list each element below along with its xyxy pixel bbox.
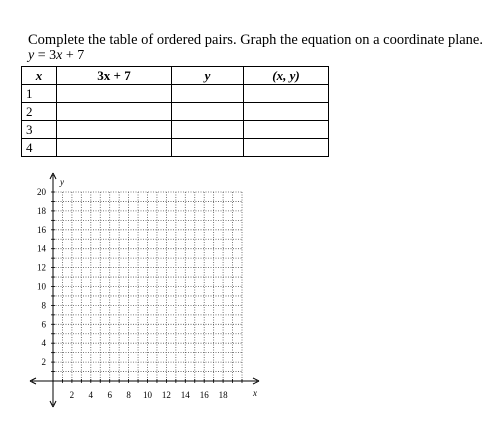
y-tick-label: 16 — [37, 224, 46, 235]
cell-x: 1 — [22, 85, 57, 103]
y-tick-label: 8 — [41, 300, 46, 311]
x-tick-label: 12 — [161, 390, 171, 400]
y-axis-label: y — [60, 177, 64, 187]
x-tick-label: 16 — [199, 390, 209, 400]
equation-rhs-suffix: + 7 — [62, 48, 85, 63]
x-axis-label: x — [253, 388, 257, 398]
equation-rhs-var: x — [56, 48, 63, 63]
x-tick-label: 4 — [88, 390, 94, 400]
header-x: x — [22, 67, 57, 85]
x-tick-labels — [70, 390, 228, 400]
y-tick-label: 6 — [41, 319, 46, 330]
cell-x: 4 — [22, 139, 57, 157]
y-tick-label: 20 — [37, 187, 46, 197]
x-tick-label: 14 — [180, 390, 190, 400]
header-expression: 3x + 7 — [57, 67, 172, 85]
header-y: y — [172, 67, 244, 85]
axes — [30, 173, 259, 407]
x-tick-label: 2 — [69, 390, 75, 400]
instructions-text: Complete the table of ordered pairs. Graph the equation on a coordinate plane. — [28, 32, 483, 48]
y-tick-label: 4 — [41, 338, 46, 349]
y-tick-label: 18 — [37, 205, 46, 216]
y-tick-label: 14 — [37, 243, 46, 254]
header-pair: (x, y) — [244, 67, 329, 85]
y-tick-label: 2 — [41, 357, 46, 368]
cell-x: 3 — [22, 121, 57, 139]
grid-lines — [53, 192, 242, 381]
y-tick-label: 12 — [37, 262, 46, 273]
y-tick-label: 10 — [37, 281, 46, 292]
x-tick-label: 8 — [126, 390, 131, 400]
y-tick-labels — [37, 187, 47, 367]
x-tick-label: 18 — [218, 390, 228, 400]
x-tick-label: 10 — [143, 390, 152, 400]
equation-lhs: y — [28, 48, 35, 63]
cell-x: 2 — [22, 103, 57, 121]
equation-rhs-prefix: = 3 — [34, 48, 57, 63]
x-tick-label: 6 — [107, 390, 112, 400]
